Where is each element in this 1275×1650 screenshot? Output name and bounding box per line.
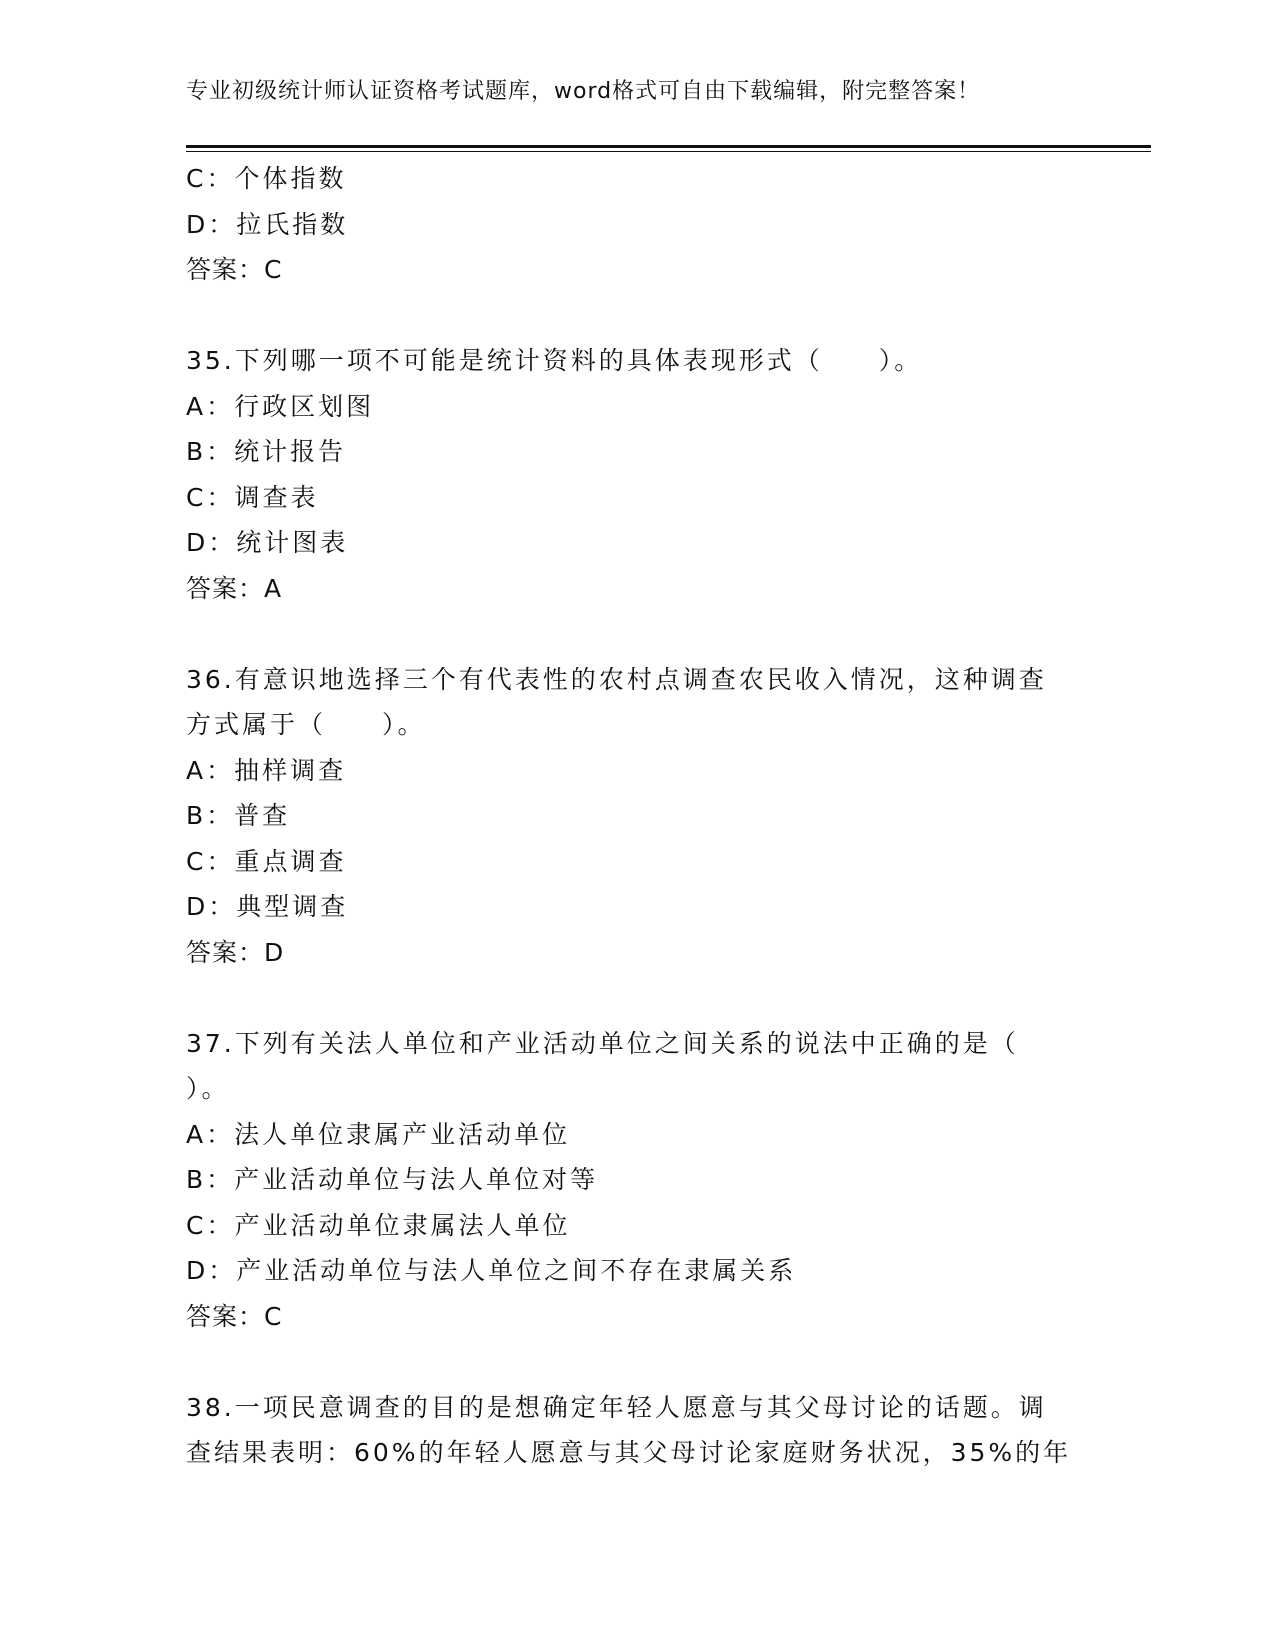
header-divider-thick [186, 145, 1151, 148]
option: C：个体指数 [186, 164, 347, 193]
spacer [186, 293, 1086, 339]
question-list [186, 156, 1086, 1476]
answer: 答案：A [186, 573, 283, 603]
question-block [186, 1385, 1086, 1476]
page-header: 专业初级统计师认证资格考试题库，word格式可自由下载编辑，附完整答案！ [186, 79, 981, 104]
option: D：产业活动单位与法人单位之间不存在隶属关系 [186, 1256, 797, 1285]
question-text: 查结果表明：60%的年轻人愿意与其父母讨论家庭财务状况，35%的年 [186, 1438, 1072, 1467]
question-text: 35.下列哪一项不可能是统计资料的具体表现形式（ ）。 [186, 346, 923, 375]
option: A：法人单位隶属产业活动单位 [186, 1119, 571, 1149]
option: A：抽样调查 [186, 755, 347, 785]
option: D：典型调查 [186, 892, 349, 921]
answer: 答案：C [186, 255, 283, 284]
question-block [186, 156, 1086, 293]
spacer [186, 975, 1086, 1021]
question-block [186, 657, 1086, 976]
option: C：重点调查 [186, 846, 347, 876]
option: B：统计报告 [186, 437, 347, 466]
question-text: 方式属于（ ）。 [186, 710, 426, 739]
question-text: 37.下列有关法人单位和产业活动单位之间关系的说法中正确的是（ [186, 1028, 1019, 1058]
header-divider-thin [186, 151, 1151, 152]
question-text: 38.一项民意调查的目的是想确定年轻人愿意与其父母讨论的话题。调 [186, 1392, 1047, 1422]
answer: 答案：D [186, 937, 285, 967]
question-block [186, 338, 1086, 611]
question-text: ）。 [186, 1074, 230, 1103]
answer: 答案：C [186, 1301, 283, 1331]
option: D：统计图表 [186, 528, 349, 557]
spacer [186, 1339, 1086, 1385]
question-text: 36.有意识地选择三个有代表性的农村点调查农民收入情况，这种调查 [186, 664, 1047, 694]
option: A：行政区划图 [186, 391, 375, 421]
question-block [186, 1021, 1086, 1340]
option: C：产业活动单位隶属法人单位 [186, 1210, 571, 1240]
spacer [186, 611, 1086, 657]
option: B：普查 [186, 801, 291, 830]
option: B：产业活动单位与法人单位对等 [186, 1165, 599, 1194]
option: D：拉氏指数 [186, 209, 349, 239]
option: C：调查表 [186, 482, 319, 512]
